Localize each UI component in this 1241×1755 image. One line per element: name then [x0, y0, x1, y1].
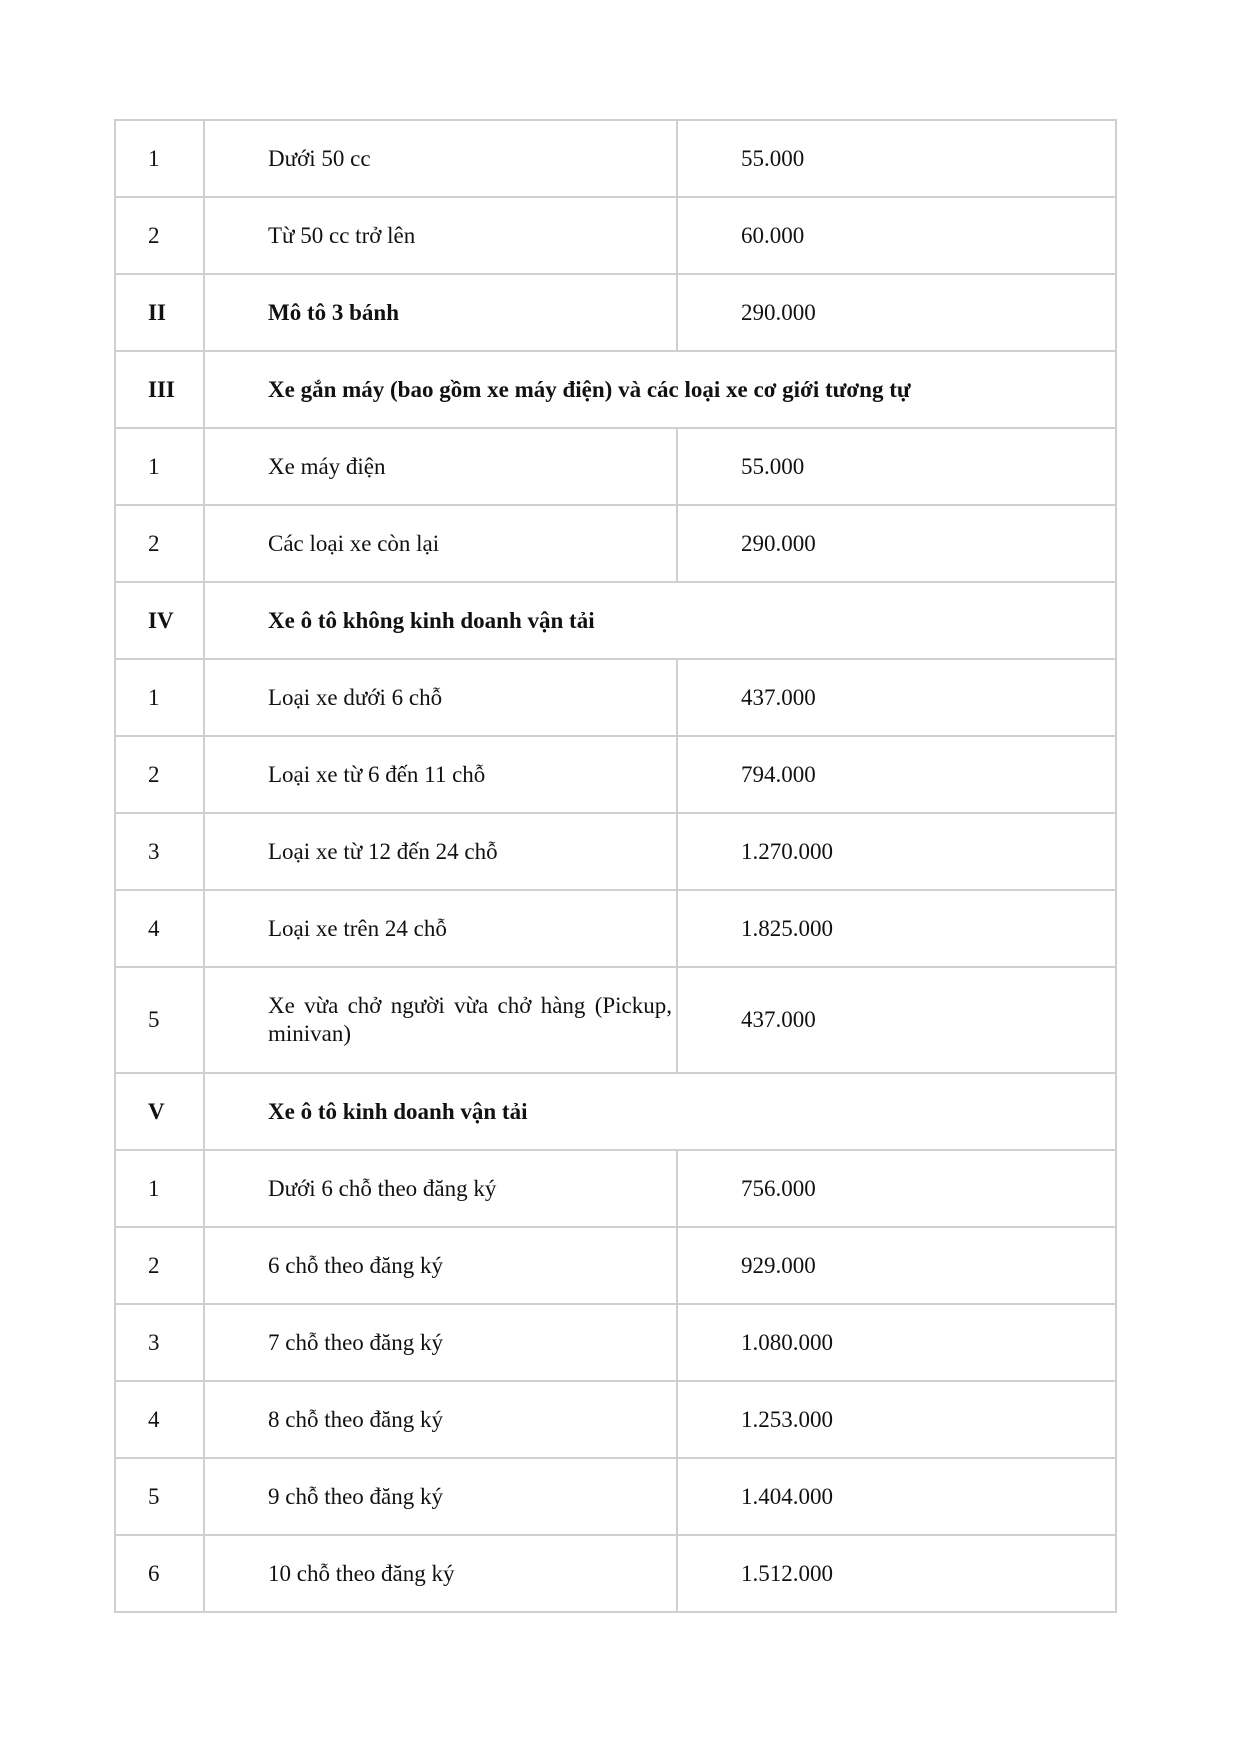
fee-value: 55.000: [677, 428, 1116, 505]
section-number: II: [115, 274, 204, 351]
vehicle-type: Loại xe từ 6 đến 11 chỗ: [204, 736, 677, 813]
table-row: [115, 967, 1116, 1073]
vehicle-type: 8 chỗ theo đăng ký: [204, 1381, 677, 1458]
row-number: 1: [115, 120, 204, 197]
fee-value: 1.404.000: [677, 1458, 1116, 1535]
vehicle-type: Loại xe trên 24 chỗ: [204, 890, 677, 967]
table-row-section: [115, 274, 1116, 351]
section-number: IV: [115, 582, 204, 659]
vehicle-type: Các loại xe còn lại: [204, 505, 677, 582]
row-number: 4: [115, 1381, 204, 1458]
table-row-section: [115, 351, 1116, 428]
row-number: 6: [115, 1535, 204, 1612]
fee-value: 290.000: [677, 274, 1116, 351]
section-number: III: [115, 351, 204, 428]
section-number: V: [115, 1073, 204, 1150]
table-row: [115, 890, 1116, 967]
fee-value: 437.000: [677, 659, 1116, 736]
table-row: [115, 428, 1116, 505]
vehicle-type: 9 chỗ theo đăng ký: [204, 1458, 677, 1535]
table-row: [115, 1227, 1116, 1304]
vehicle-type: Xe máy điện: [204, 428, 677, 505]
fee-value: 1.253.000: [677, 1381, 1116, 1458]
section-title: Xe ô tô kinh doanh vận tải: [204, 1073, 1116, 1150]
vehicle-type: Dưới 50 cc: [204, 120, 677, 197]
row-number: 3: [115, 813, 204, 890]
row-number: 2: [115, 505, 204, 582]
row-number: 1: [115, 1150, 204, 1227]
table-row: [115, 1150, 1116, 1227]
fee-value: 437.000: [677, 967, 1116, 1073]
fee-value: 290.000: [677, 505, 1116, 582]
row-number: 2: [115, 736, 204, 813]
vehicle-type: Loại xe dưới 6 chỗ: [204, 659, 677, 736]
vehicle-type: Từ 50 cc trở lên: [204, 197, 677, 274]
section-title: Mô tô 3 bánh: [204, 274, 677, 351]
row-number: 2: [115, 1227, 204, 1304]
fee-value: 60.000: [677, 197, 1116, 274]
vehicle-type: Loại xe từ 12 đến 24 chỗ: [204, 813, 677, 890]
section-title: Xe gắn máy (bao gồm xe máy điện) và các loại xe cơ giới tương tự: [204, 351, 1116, 428]
fee-value: 929.000: [677, 1227, 1116, 1304]
table-row: [115, 197, 1116, 274]
row-number: 2: [115, 197, 204, 274]
table-row: [115, 1458, 1116, 1535]
table-row: [115, 813, 1116, 890]
vehicle-type: 6 chỗ theo đăng ký: [204, 1227, 677, 1304]
fee-value: 1.270.000: [677, 813, 1116, 890]
fee-value: 794.000: [677, 736, 1116, 813]
table-row-section: [115, 582, 1116, 659]
vehicle-type: Dưới 6 chỗ theo đăng ký: [204, 1150, 677, 1227]
vehicle-type: 10 chỗ theo đăng ký: [204, 1535, 677, 1612]
table-row-section: [115, 1073, 1116, 1150]
table-row: [115, 120, 1116, 197]
vehicle-type: Xe vừa chở người vừa chở hàng (Pickup, minivan): [204, 967, 677, 1073]
table-row: [115, 736, 1116, 813]
fee-value: 756.000: [677, 1150, 1116, 1227]
table-row: [115, 1381, 1116, 1458]
fee-value: 1.512.000: [677, 1535, 1116, 1612]
fee-value: 55.000: [677, 120, 1116, 197]
row-number: 5: [115, 967, 204, 1073]
fee-value: 1.080.000: [677, 1304, 1116, 1381]
table-row: [115, 505, 1116, 582]
row-number: 1: [115, 659, 204, 736]
table-row: [115, 1304, 1116, 1381]
row-number: 1: [115, 428, 204, 505]
row-number: 4: [115, 890, 204, 967]
table-row: [115, 659, 1116, 736]
vehicle-type: 7 chỗ theo đăng ký: [204, 1304, 677, 1381]
fee-value: 1.825.000: [677, 890, 1116, 967]
table-row: [115, 1535, 1116, 1612]
row-number: 3: [115, 1304, 204, 1381]
row-number: 5: [115, 1458, 204, 1535]
insurance-fee-table: [114, 119, 1117, 1613]
section-title: Xe ô tô không kinh doanh vận tải: [204, 582, 1116, 659]
